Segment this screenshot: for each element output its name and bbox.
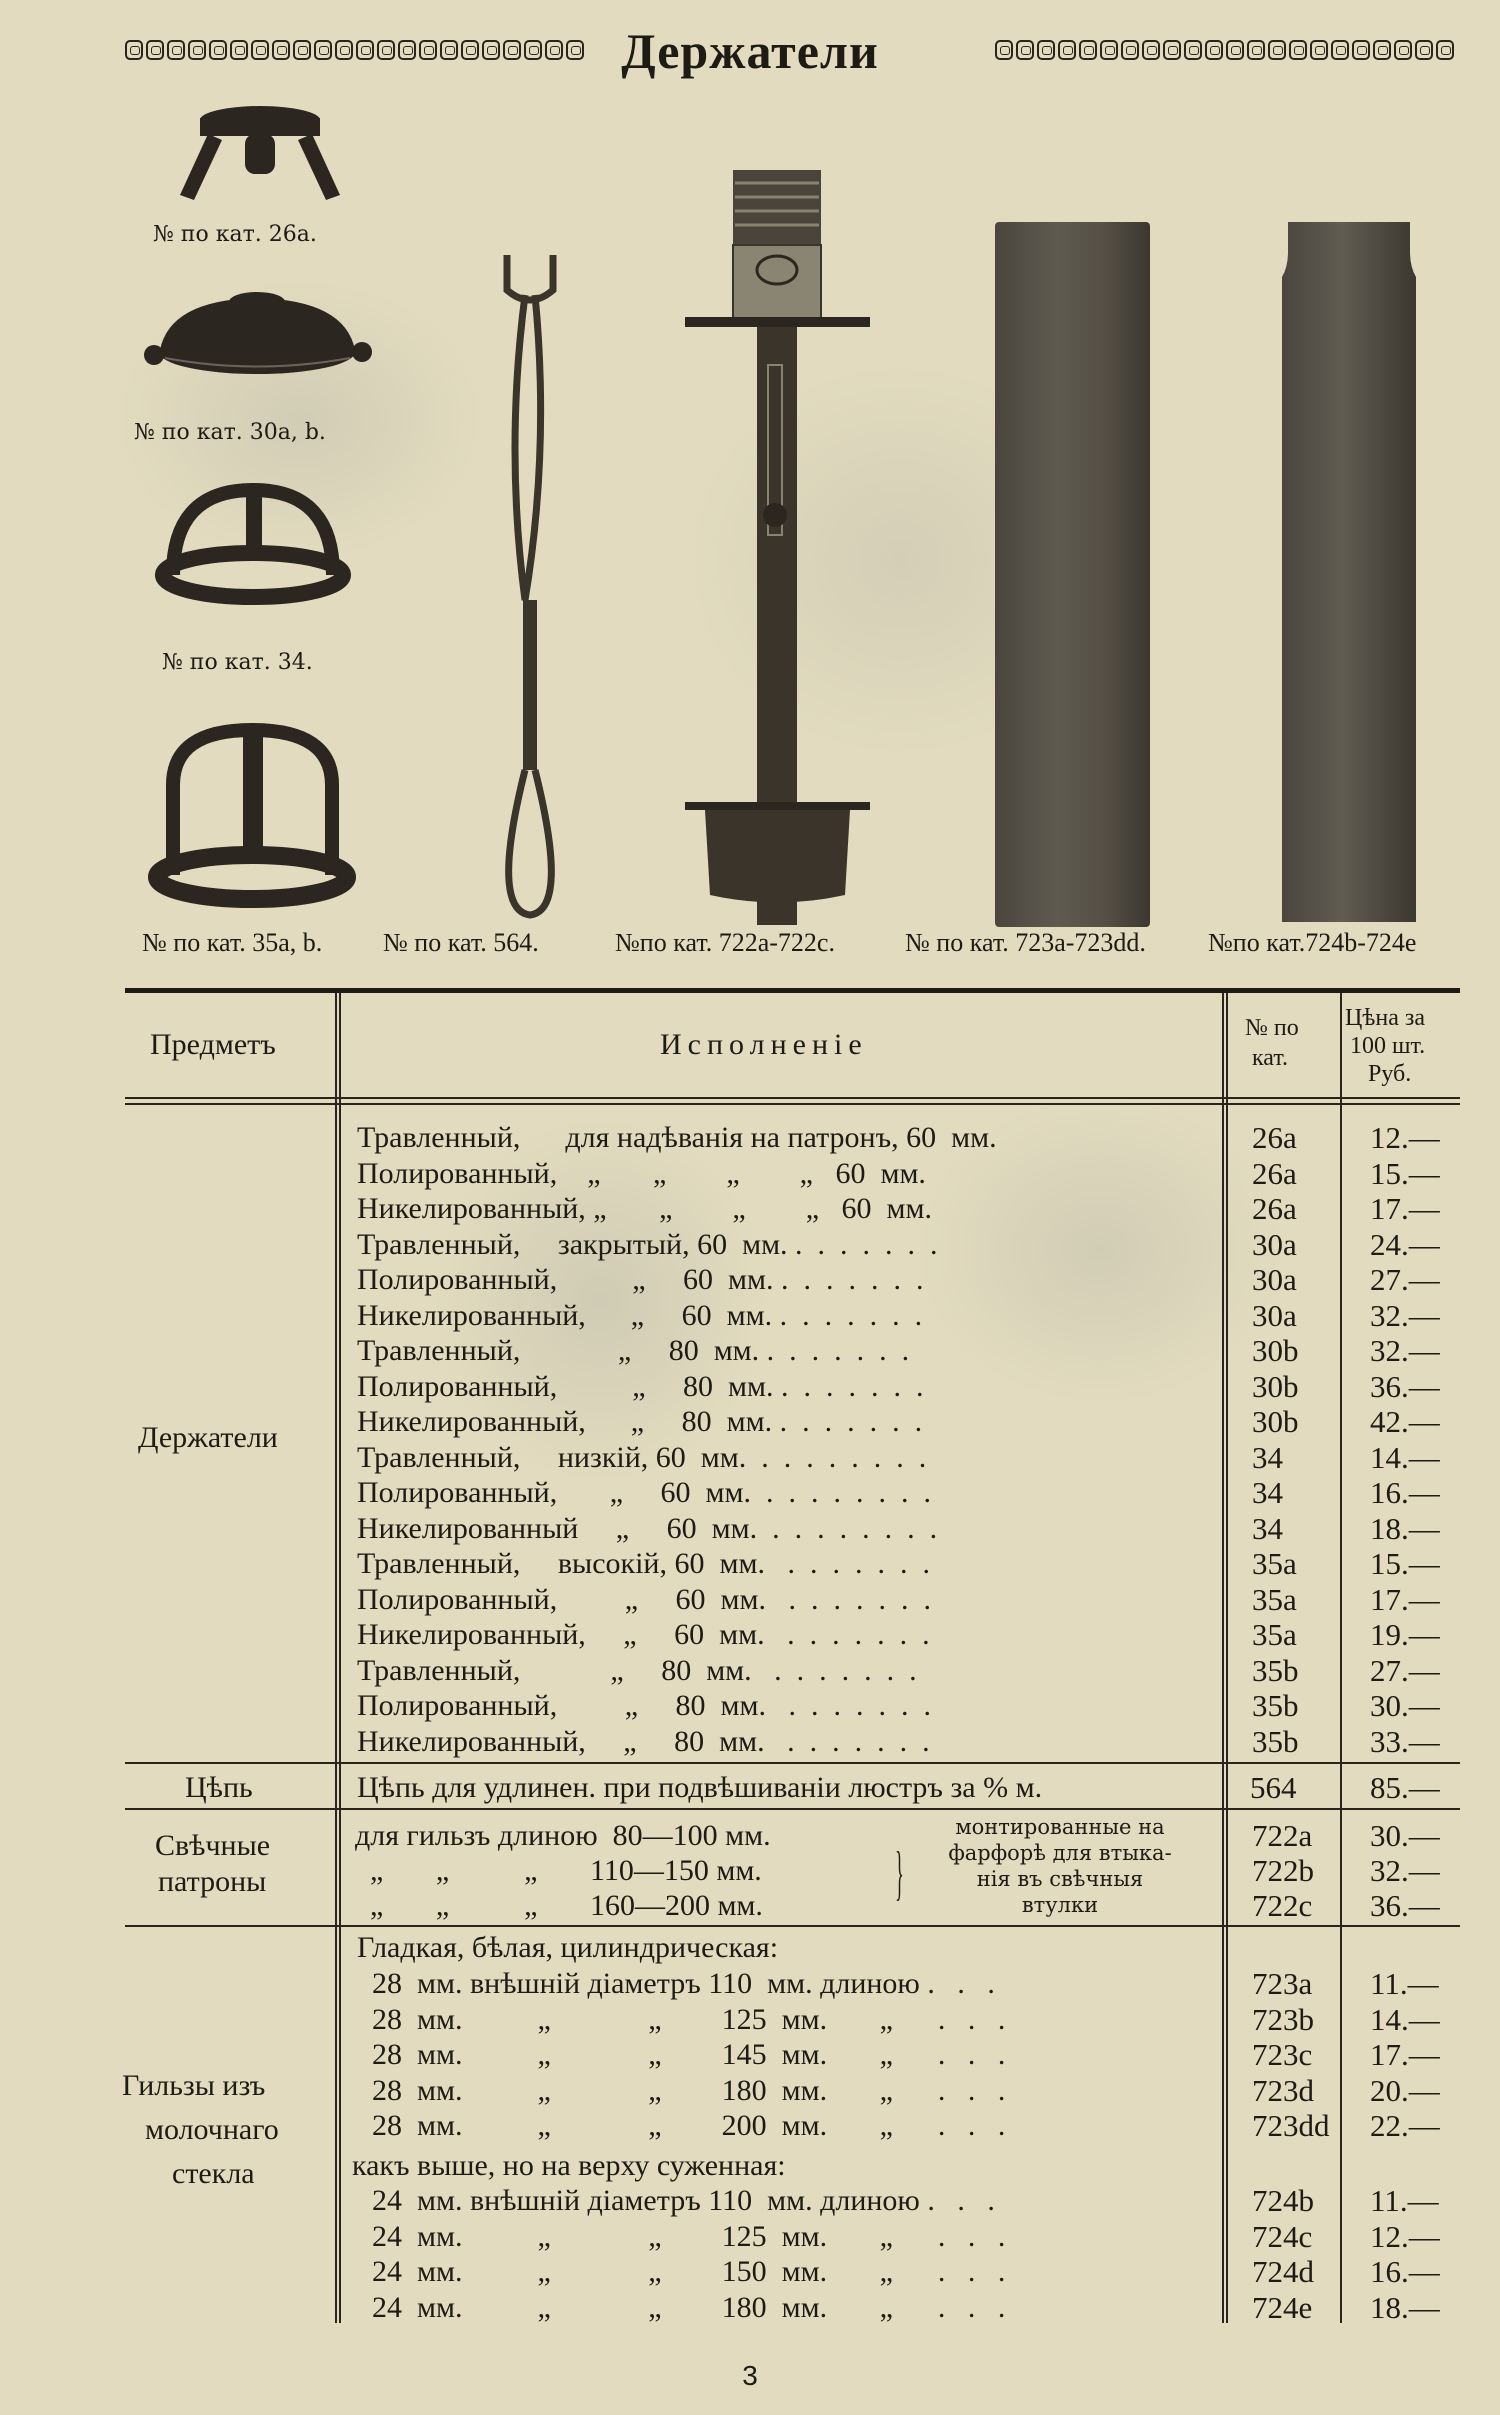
glass-sleeve-724-image [1280, 222, 1420, 927]
table-row-price: 32.— [1370, 1853, 1440, 1888]
header-cat-no-1: № по [1245, 1015, 1299, 1041]
table-row-cat-no: 34 [1252, 1439, 1283, 1475]
table-row-price: 12.— [1370, 1120, 1440, 1155]
table-row-cat-no: 26a [1252, 1120, 1297, 1155]
table-row-cat-no: 35b [1252, 1723, 1299, 1759]
header-execution: Исполненiе [660, 1028, 868, 1061]
table-row-text: 28 мм. внѣшнiй дiаметръ 110 мм. длиною . . . [357, 1967, 995, 2000]
table-row-text: 24 мм. „ „ 125 мм. „ . . . [357, 2219, 1006, 2253]
table-row-price: 16.— [1370, 1475, 1440, 1510]
column-divider-1a [335, 993, 337, 2323]
table-row-text: Никелированный, „ „ „ „ 60 мм. [357, 1192, 933, 1225]
table-row-cat-no: 30b [1252, 1404, 1299, 1439]
header-price-2: 100 шт. [1350, 1033, 1426, 1059]
table-row-cat-no: 722a [1252, 1818, 1313, 1853]
table-row-cat-no: 30a [1252, 1262, 1297, 1297]
table-row-price: 18.— [1370, 1510, 1440, 1546]
table-row-price: 33.— [1370, 1723, 1440, 1759]
table-row-text: Травленный, высокiй, 60 мм. . . . . . . . [357, 1547, 930, 1580]
candle-note [905, 1814, 1215, 1918]
column-divider-2b [1226, 993, 1228, 2323]
table-row-price: 16.— [1370, 2254, 1440, 2289]
brace-icon: } [895, 1840, 904, 1906]
caption-724: №по кат.724b-724e [1208, 928, 1417, 957]
chain-row-cat: 564 [1250, 1770, 1297, 1805]
ornament-border-right [995, 40, 1454, 66]
table-row-price: 17.— [1370, 1191, 1440, 1226]
table-row-price: 32.— [1370, 1297, 1440, 1333]
table-row-price: 15.— [1370, 1546, 1440, 1581]
table-row-text: для гильзъ длиною 80—100 мм. [355, 1819, 771, 1852]
section-rule-3 [125, 1925, 1460, 1927]
header-cat-no-2: кат. [1252, 1045, 1289, 1071]
table-row-text: Травленный, для надѣванiя на патронъ, 60 мм. [357, 1121, 997, 1154]
page-title: Держатели [621, 23, 879, 79]
table-row-cat-no: 35a [1252, 1617, 1297, 1652]
section-name-candle-2: патроны [158, 1865, 267, 1898]
holder-30ab-image [140, 280, 375, 390]
table-top-rule [125, 988, 1460, 993]
candle-note-line-3: нiя въ свѣчныя [976, 1867, 1144, 1891]
table-row-text: 24 мм. „ „ 150 мм. „ . . . [357, 2255, 1006, 2288]
table-row-cat-no: 722c [1252, 1888, 1313, 1923]
table-row-text: Никелированный, „ 60 мм. . . . . . . . [357, 1618, 930, 1651]
section-name-candle-1: Свѣчные [155, 1829, 271, 1862]
holder-35ab-image [145, 715, 360, 915]
table-row-price: 11.— [1370, 2183, 1439, 2218]
table-row-text: Никелированный „ 60 мм. . . . . . . . . [357, 1511, 938, 1545]
glass-sleeve-723-image [995, 222, 1150, 927]
table-row-text: Полированный, „ 60 мм. . . . . . . . [357, 1263, 924, 1296]
section-rule-2 [125, 1808, 1460, 1810]
table-row-text: Травленный, закрытый, 60 мм. . . . . . . . [357, 1227, 938, 1261]
caption-26a: № по кат. 26а. [153, 222, 317, 247]
section-name-chain: Цѣпь [185, 1771, 253, 1804]
table-row-cat-no: 724b [1252, 2183, 1314, 2218]
table-row-cat-no: 35b [1252, 1688, 1299, 1723]
header-price-3: Руб. [1368, 1061, 1412, 1087]
caption-30ab: № по кат. 30а, b. [134, 420, 326, 445]
table-row-price: 19.— [1370, 1617, 1440, 1652]
table-row-price: 36.— [1370, 1888, 1440, 1923]
table-row-price: 11.— [1370, 1966, 1439, 2001]
table-row-price: 36.— [1370, 1368, 1440, 1404]
table-row-text: Полированный, „ 80 мм. . . . . . . . [357, 1369, 924, 1403]
table-row-text: Травленный, „ 80 мм. . . . . . . . [357, 1334, 910, 1367]
table-row-cat-no: 35b [1252, 1652, 1299, 1688]
table-row-price: 14.— [1370, 2001, 1440, 2037]
table-row-cat-no: 30a [1252, 1297, 1297, 1333]
chain-row-price: 85.— [1370, 1770, 1440, 1805]
caption-723: № по кат. 723а-723dd. [905, 928, 1146, 957]
section-name-sleeves-3: стекла [172, 2157, 255, 2190]
caption-35ab: № по кат. 35а, b. [142, 928, 323, 957]
table-row-text: Полированный, „ „ „ „ 60 мм. [357, 1156, 926, 1190]
table-row-text: 24 мм. „ „ 180 мм. „ . . . [357, 2290, 1006, 2324]
table-row-price: 24.— [1370, 1226, 1440, 1262]
table-row-text: Травленный, „ 80 мм. . . . . . . . [357, 1653, 917, 1687]
table-row-text: Полированный, „ 60 мм. . . . . . . . . [357, 1476, 931, 1509]
page-number: 3 [742, 2360, 758, 2391]
table-row-price: 27.— [1370, 1652, 1440, 1688]
header-rule-2 [125, 1103, 1460, 1105]
table-row-cat-no: 722b [1252, 1853, 1314, 1888]
table-row-price: 15.— [1370, 1155, 1440, 1191]
table-row-price: 17.— [1370, 1581, 1440, 1617]
table-row-cat-no: 724c [1252, 2218, 1313, 2254]
page-header [0, 14, 1500, 79]
table-row-price: 20.— [1370, 2072, 1440, 2108]
section-name-sleeves-1: Гильзы изъ [122, 2069, 266, 2102]
table-row-text: 28 мм. „ „ 125 мм. „ . . . [357, 2002, 1006, 2036]
caption-722: №по кат. 722а-722с. [615, 928, 835, 957]
column-divider-3 [1340, 993, 1342, 2323]
table-row-text: „ „ „ 160—200 мм. [355, 1889, 763, 1922]
table-row-price: 14.— [1370, 1439, 1440, 1475]
holder-26a-image [160, 100, 360, 220]
table-row-cat-no: 723d [1252, 2072, 1314, 2108]
table-row-cat-no: 26a [1252, 1155, 1297, 1191]
chain-row-text: Цѣпь для удлинен. при подвѣшиванiи люстръ за % м. [357, 1771, 1043, 1804]
table-row-price: 32.— [1370, 1333, 1440, 1368]
table-row-price: 18.— [1370, 2289, 1440, 2325]
table-row-text: Никелированный, „ 80 мм. . . . . . . . [357, 1724, 930, 1758]
header-price-1: Цѣна за [1345, 1005, 1425, 1031]
candle-socket-722-image [680, 165, 875, 925]
table-row-text: Никелированный, „ 80 мм. . . . . . . . [357, 1405, 923, 1438]
section-rule-1 [125, 1762, 1460, 1764]
header-item: Предметъ [150, 1028, 276, 1061]
table-row-text: Никелированный, „ 60 мм. . . . . . . . [357, 1298, 923, 1332]
column-divider-2a [1222, 993, 1224, 2323]
caption-564: № по кат. 564. [383, 928, 539, 957]
table-row-price: 27.— [1370, 1262, 1440, 1297]
sleeves-subhead-2: какъ выше, но на верху суженная: [352, 2149, 786, 2182]
table-row-cat-no: 723a [1252, 1966, 1313, 2001]
table-row-price: 30.— [1370, 1818, 1440, 1853]
table-row-text: 28 мм. „ „ 180 мм. „ . . . [357, 2073, 1006, 2107]
table-row-text: 24 мм. внѣшнiй дiаметръ 110 мм. длиною . . . [357, 2184, 995, 2217]
table-row-price: 22.— [1370, 2108, 1440, 2143]
table-row-text: „ „ „ 110—150 мм. [355, 1854, 762, 1887]
table-row-text: 28 мм. „ „ 200 мм. „ . . . [357, 2109, 1006, 2142]
table-row-text: Полированный, „ 60 мм. . . . . . . . [357, 1582, 931, 1616]
chain-564-image [495, 250, 565, 930]
table-row-price: 30.— [1370, 1688, 1440, 1723]
candle-note-line-2: фарфорѣ для втыка- [948, 1841, 1172, 1865]
candle-note-line-1: монтированные на [955, 1815, 1165, 1839]
table-row-cat-no: 723b [1252, 2001, 1314, 2037]
holder-34-image [148, 475, 358, 615]
sleeves-subhead-1: Гладкая, бѣлая, цилиндрическая: [357, 1931, 779, 1964]
table-row-cat-no: 30b [1252, 1368, 1299, 1404]
table-row-cat-no: 723dd [1252, 2108, 1330, 2143]
section-name-holders: Держатели [138, 1421, 278, 1454]
section-name-sleeves-2: молочнаго [145, 2113, 279, 2146]
table-row-cat-no: 26a [1252, 1191, 1297, 1226]
table-row-cat-no: 724d [1252, 2254, 1314, 2289]
table-row-price: 17.— [1370, 2037, 1440, 2072]
table-row-text: 28 мм. „ „ 145 мм. „ . . . [357, 2038, 1006, 2071]
table-row-cat-no: 30a [1252, 1226, 1297, 1262]
table-row-cat-no: 35a [1252, 1546, 1297, 1581]
table-row-price: 12.— [1370, 2218, 1440, 2254]
header-rule-1 [125, 1097, 1460, 1099]
table-row-price: 42.— [1370, 1404, 1440, 1439]
table-row-cat-no: 34 [1252, 1475, 1283, 1510]
table-row-cat-no: 35a [1252, 1581, 1297, 1617]
column-divider-1b [339, 993, 341, 2323]
table-row-text: Полированный, „ 80 мм. . . . . . . . [357, 1689, 931, 1722]
candle-note-line-4: втулки [1021, 1893, 1099, 1917]
table-row-cat-no: 30b [1252, 1333, 1299, 1368]
table-row-cat-no: 724e [1252, 2289, 1313, 2325]
table-row-text: Травленный, низкiй, 60 мм. . . . . . . . . [357, 1440, 927, 1474]
table-row-cat-no: 34 [1252, 1510, 1283, 1546]
caption-34: № по кат. 34. [162, 650, 313, 675]
table-row-cat-no: 723c [1252, 2037, 1313, 2072]
